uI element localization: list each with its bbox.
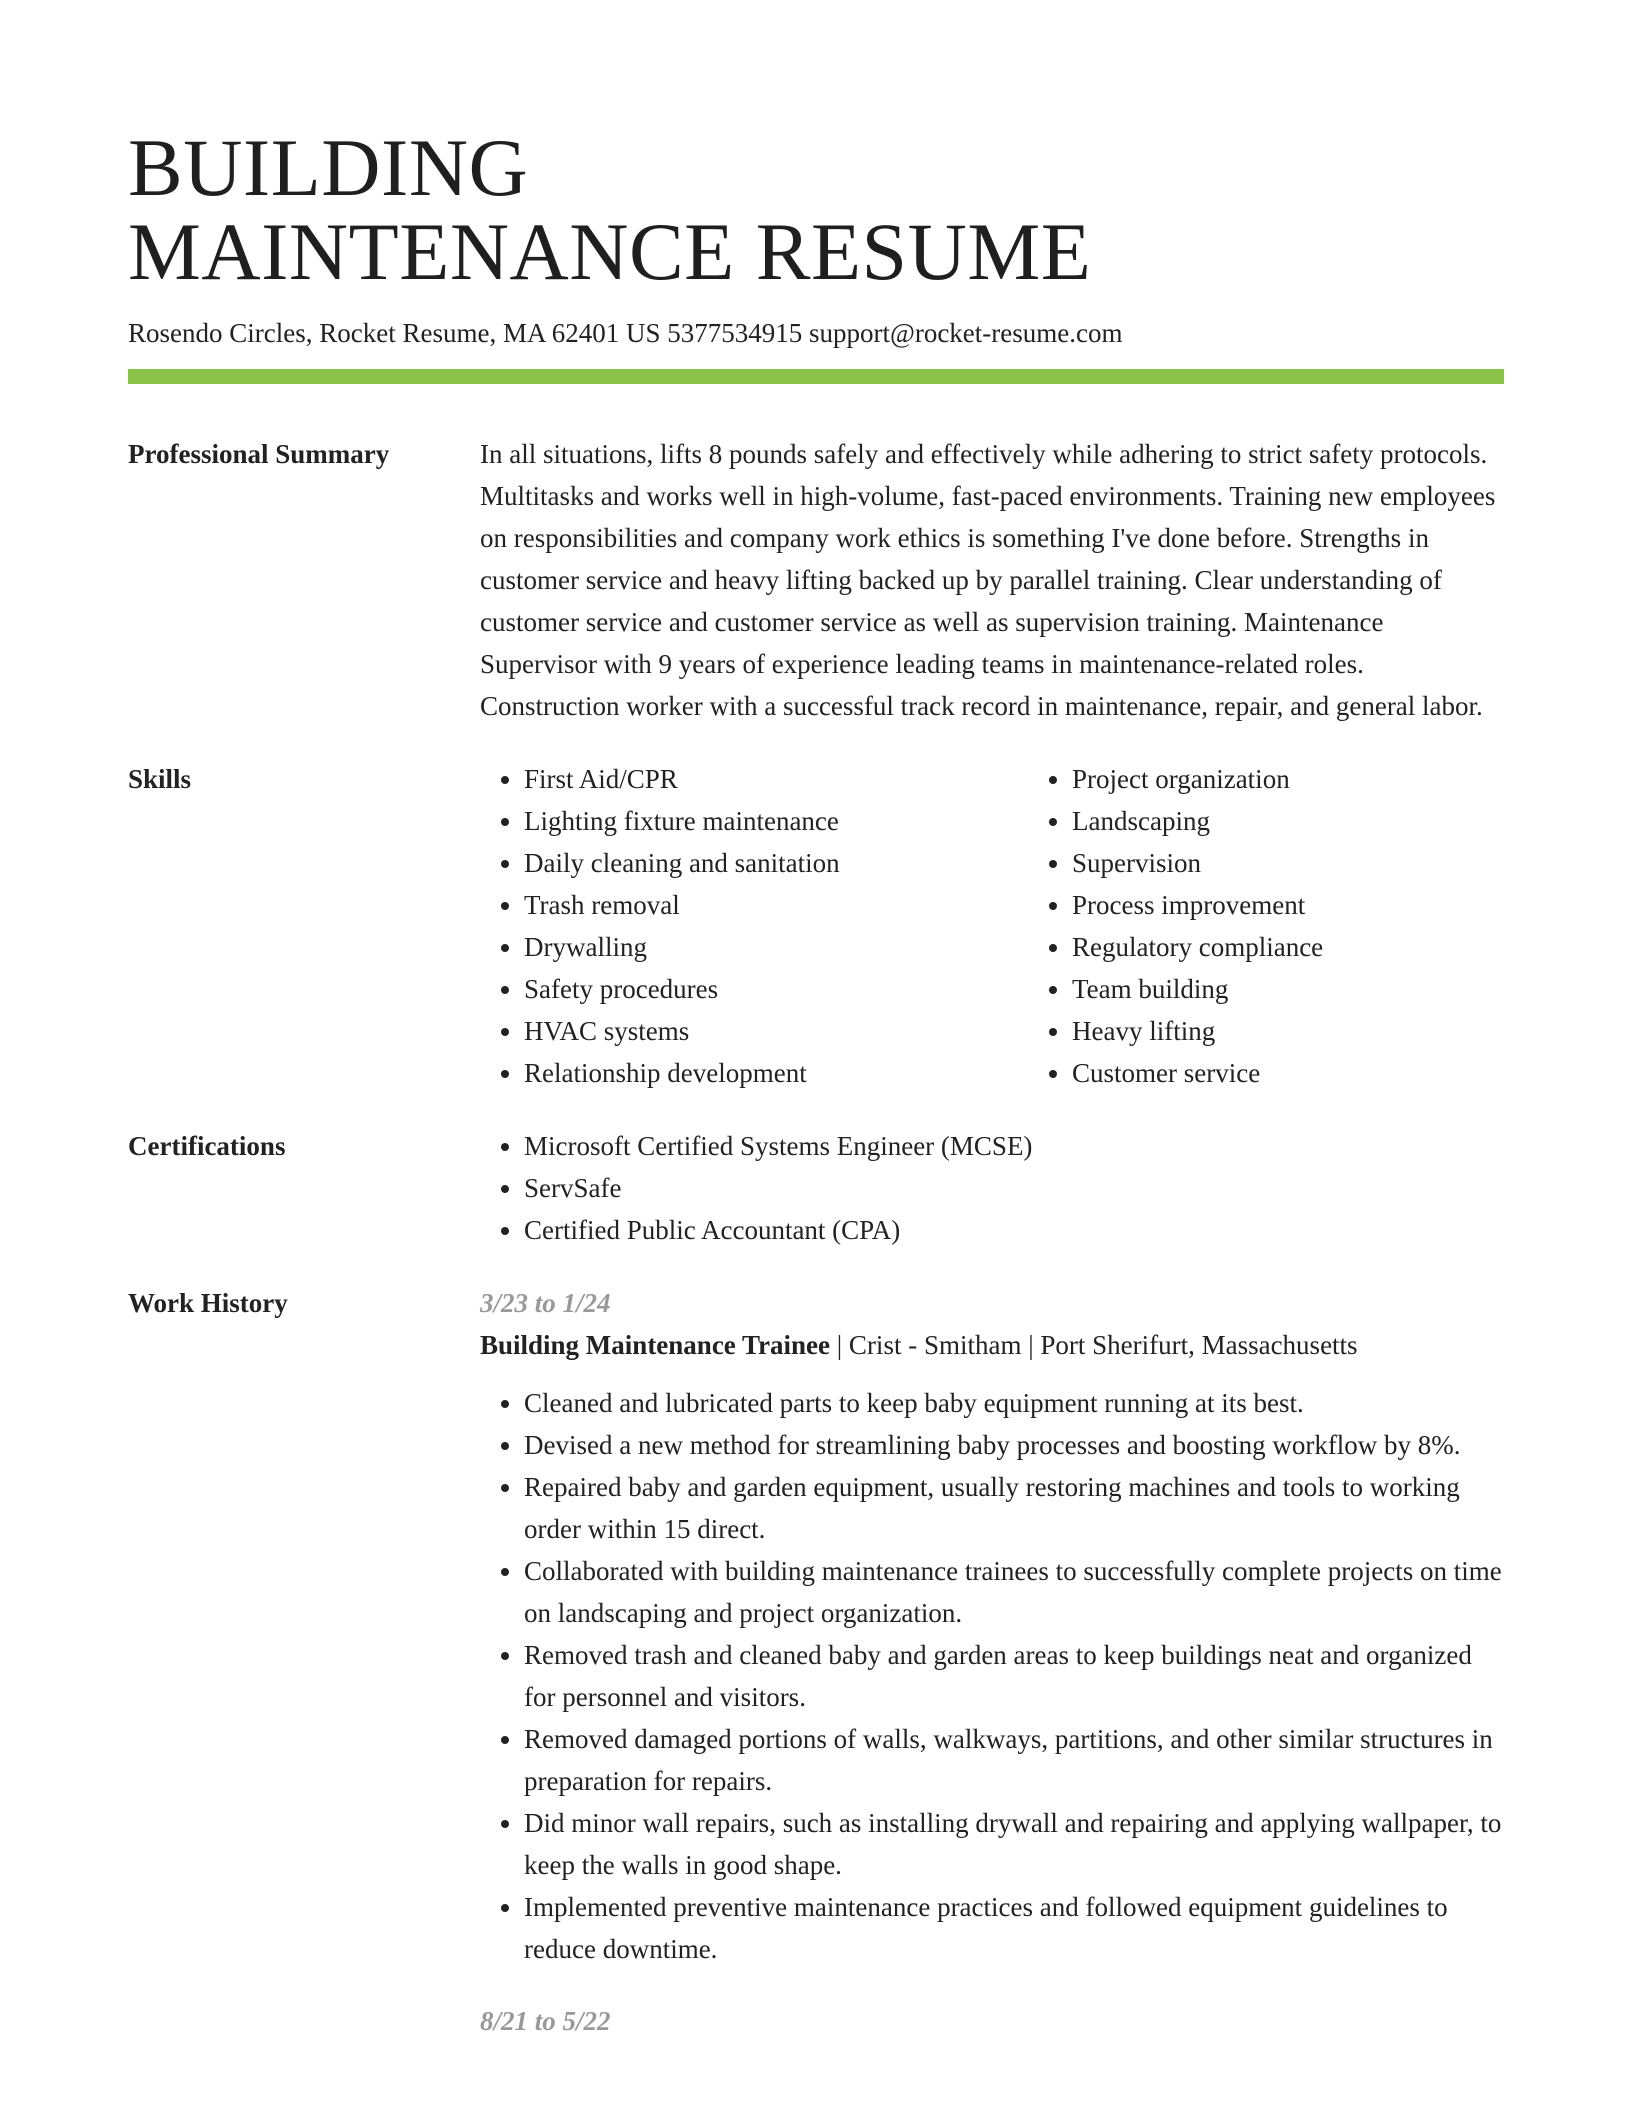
list-item: • Safety procedures xyxy=(524,968,1028,1010)
section-label-certifications: Certifications xyxy=(128,1131,286,1161)
resume-page xyxy=(128,122,1504,2042)
job-spacer xyxy=(480,1970,1504,2000)
contact-info: Rosendo Circles, Rocket Resume, MA 62401 US 5377534915 support@rocket-resume.com xyxy=(128,318,1123,348)
certifications-body xyxy=(480,1125,1504,1251)
skills-list-left xyxy=(480,758,1028,1094)
resume-title xyxy=(128,122,1504,297)
job-title: Building Maintenance Trainee xyxy=(480,1330,831,1360)
summary-text: In all situations, lifts 8 pounds safely and effectively while adhering to strict safety protocols. Multitasks and works well in high-volume, fast-paced environments. Training new employees on responsibilities and company work ethics is something I've done before. Strengths in customer service and heavy lifting backed up by parallel training. Clear understanding of customer service and customer service as well as supervision training. Maintenance Supervisor with 9 years of experience leading teams in maintenance-related roles. Construction worker with a successful track record in maintenance, repair, and general labor. xyxy=(480,439,1496,721)
list-item: • Lighting fixture maintenance xyxy=(524,800,1028,842)
skills-section xyxy=(128,758,1504,1094)
skills-columns xyxy=(480,758,1576,1094)
list-item: • Relationship development xyxy=(524,1052,1028,1094)
list-item: • Removed trash and cleaned baby and garden areas to keep buildings neat and organized for personnel and visitors. xyxy=(524,1634,1504,1718)
list-item: • First Aid/CPR xyxy=(524,758,1028,800)
list-item: • Customer service xyxy=(1072,1052,1576,1094)
section-label-summary: Professional Summary xyxy=(128,439,390,469)
list-item: • Process improvement xyxy=(1072,884,1576,926)
list-item: • Team building xyxy=(1072,968,1576,1010)
title-line-2: MAINTENANCE RESUME xyxy=(128,206,1092,297)
list-item: • Landscaping xyxy=(1072,800,1576,842)
list-item: • Devised a new method for streamlining baby processes and boosting workflow by 8%. xyxy=(524,1424,1504,1466)
list-item: • Cleaned and lubricated parts to keep baby equipment running at its best. xyxy=(524,1382,1504,1424)
section-label-work-history: Work History xyxy=(128,1288,288,1318)
work-history-section xyxy=(128,1282,1504,2042)
list-item: • Regulatory compliance xyxy=(1072,926,1576,968)
job-heading xyxy=(480,1324,1504,1366)
list-item: • Daily cleaning and sanitation xyxy=(524,842,1028,884)
list-item: • Heavy lifting xyxy=(1072,1010,1576,1052)
list-item: • Implemented preventive maintenance practices and followed equipment guidelines to reduce downtime. xyxy=(524,1886,1504,1970)
skills-list-right xyxy=(1028,758,1576,1094)
list-item: • Supervision xyxy=(1072,842,1576,884)
job-details: | Crist - Smitham | Port Sherifurt, Massachusetts xyxy=(830,1330,1358,1360)
list-item: • Trash removal xyxy=(524,884,1028,926)
job-bullets xyxy=(480,1382,1504,1970)
list-item: • Collaborated with building maintenance trainees to successfully complete projects on time on landscaping and project organization. xyxy=(524,1550,1504,1634)
certifications-section xyxy=(128,1125,1504,1251)
list-item: • Microsoft Certified Systems Engineer (MCSE) xyxy=(524,1125,1504,1167)
title-line-1: BUILDING xyxy=(128,122,529,213)
list-item: • Project organization xyxy=(1072,758,1576,800)
certifications-list xyxy=(480,1125,1504,1251)
list-item: • Removed damaged portions of walls, walkways, partitions, and other similar structures in preparation for repairs. xyxy=(524,1718,1504,1802)
summary-section xyxy=(128,433,1504,727)
list-item: • HVAC systems xyxy=(524,1010,1028,1052)
section-label-skills: Skills xyxy=(128,764,192,794)
list-item: • Repaired baby and garden equipment, usually restoring machines and tools to working order within 15 direct. xyxy=(524,1466,1504,1550)
job-dates: 8/21 to 5/22 xyxy=(480,2006,611,2036)
job-dates: 3/23 to 1/24 xyxy=(480,1288,611,1318)
list-item: • Certified Public Accountant (CPA) xyxy=(524,1209,1504,1251)
list-item: • Drywalling xyxy=(524,926,1028,968)
work-history-body xyxy=(480,1282,1504,2042)
list-item: • ServSafe xyxy=(524,1167,1504,1209)
accent-divider xyxy=(128,369,1504,384)
list-item: • Did minor wall repairs, such as installing drywall and repairing and applying wallpaper, to keep the walls in good shape. xyxy=(524,1802,1504,1886)
